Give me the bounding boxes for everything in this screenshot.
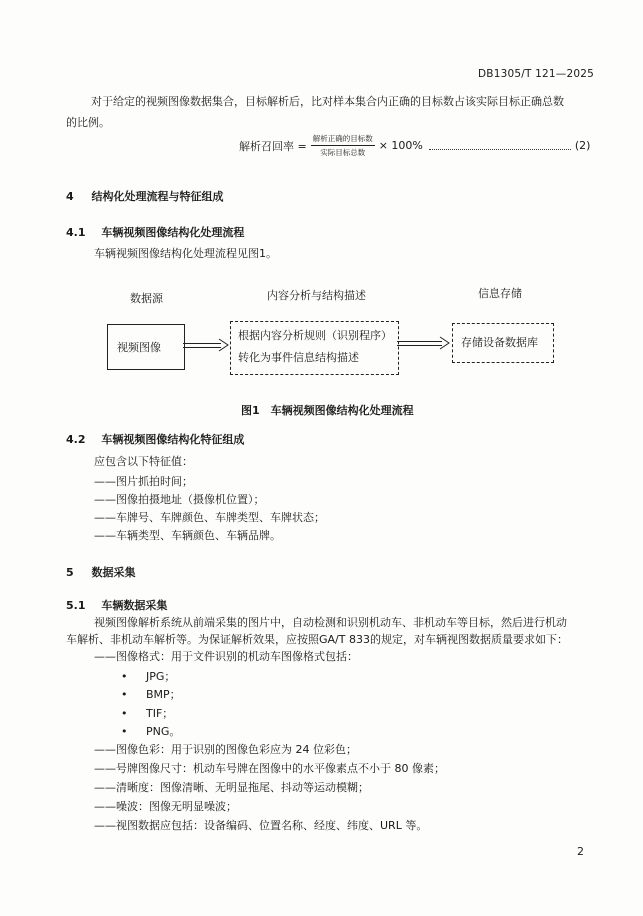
section-5-1-title: 车辆数据采集 [101,599,168,612]
flow-box-analysis-line-1: 根据内容分析规则（识别程序） [238,329,392,342]
section-4-heading [66,188,224,204]
section-4-number: 4 [66,190,74,203]
section-4-1-number: 4.1 [66,226,86,239]
section-5-1-number: 5.1 [66,599,86,612]
formula-lhs: 解析召回率 = [239,139,307,153]
formula-fraction [311,133,375,158]
arrow-head-1-icon [218,338,230,352]
formula-rhs: × 100% [378,139,423,152]
section-5-heading [66,564,136,580]
document-id: DB1305/T 121—2025 [478,68,594,80]
section-4-2-number: 4.2 [66,433,86,446]
requirement-item: ——号牌图像尺寸：机动车号牌在图像中的水平像素点不小于 80 像素； [94,762,445,775]
feature-item: ——图片抓拍时间； [94,475,193,488]
feature-item: ——车牌号、车牌颜色、车牌类型、车牌状态； [94,511,325,524]
format-bullet-item: • JPG； [146,667,175,687]
arrow-head-2-icon [439,336,451,350]
formula-leader-dots [429,142,571,150]
formula-numerator: 解析正确的目标数 [311,133,375,146]
section-4-2-intro: 应包含以下特征值： [94,455,193,468]
formula-number: (2) [574,139,591,152]
format-bullet-item: • PNG。 [146,722,180,742]
recall-formula [239,133,590,158]
page-number: 2 [577,845,584,858]
feature-item: ——图像拍摄地址（摄像机位置）； [94,493,265,506]
intro-line-1: 对于给定的视频图像数据集合，目标解析后，比对样本集合内正确的目标数占该实际目标正确总数 [91,95,564,108]
section-5-1-para-line-1: 视频图像解析系统从前端采集的图片中，自动检测和识别机动车、非机动车等目标，然后进行机动 [94,616,567,629]
section-5-1-heading [66,597,167,613]
flow-box-analysis-line-2: 转化为事件信息结构描述 [238,351,359,364]
requirement-item: ——视图数据应包括：设备编码、位置名称、经度、纬度、URL 等。 [94,819,428,832]
section-4-1-title: 车辆视频图像结构化处理流程 [101,226,245,239]
format-bullet-item: • TIF； [146,704,173,724]
flow-col-label-storage: 信息存储 [478,287,522,300]
section-4-title: 结构化处理流程与特征组成 [91,190,224,203]
feature-item: ——车辆类型、车辆颜色、车辆品牌。 [94,529,281,542]
formula-denominator: 实际目标总数 [320,148,366,157]
intro-line-2: 的比例。 [66,116,110,129]
requirement-item: ——图像色彩：用于识别的图像色彩应为 24 位彩色； [94,743,357,756]
flow-col-label-source: 数据源 [130,292,163,305]
section-5-1-para-line-2: 车解析、非机动车解析等。为保证解析效果，应按照GA/T 833的规定，对车辆视图数据质量要求如下： [66,633,568,646]
section-4-2-heading [66,431,244,447]
figure-1-caption: 图1 车辆视频图像结构化处理流程 [241,404,414,417]
flow-col-label-analysis: 内容分析与结构描述 [267,289,366,302]
section-4-2-title: 车辆视频图像结构化特征组成 [101,433,245,446]
image-format-intro: ——图像格式：用于文件识别的机动车图像格式包括： [94,650,358,663]
flow-box-video-image-label: 视频图像 [117,341,161,354]
format-bullet-item: • BMP； [146,685,181,705]
section-4-1-text: 车辆视频图像结构化处理流程见图1。 [94,247,277,260]
requirement-item: ——清晰度：图像清晰、无明显拖尾、抖动等运动模糊； [94,781,369,794]
section-5-number: 5 [66,566,74,579]
flow-box-storage-label: 存储设备数据库 [461,336,538,349]
section-5-title: 数据采集 [91,566,136,579]
section-4-1-heading [66,224,244,240]
requirement-item: ——噪波：图像无明显噪波； [94,800,237,813]
